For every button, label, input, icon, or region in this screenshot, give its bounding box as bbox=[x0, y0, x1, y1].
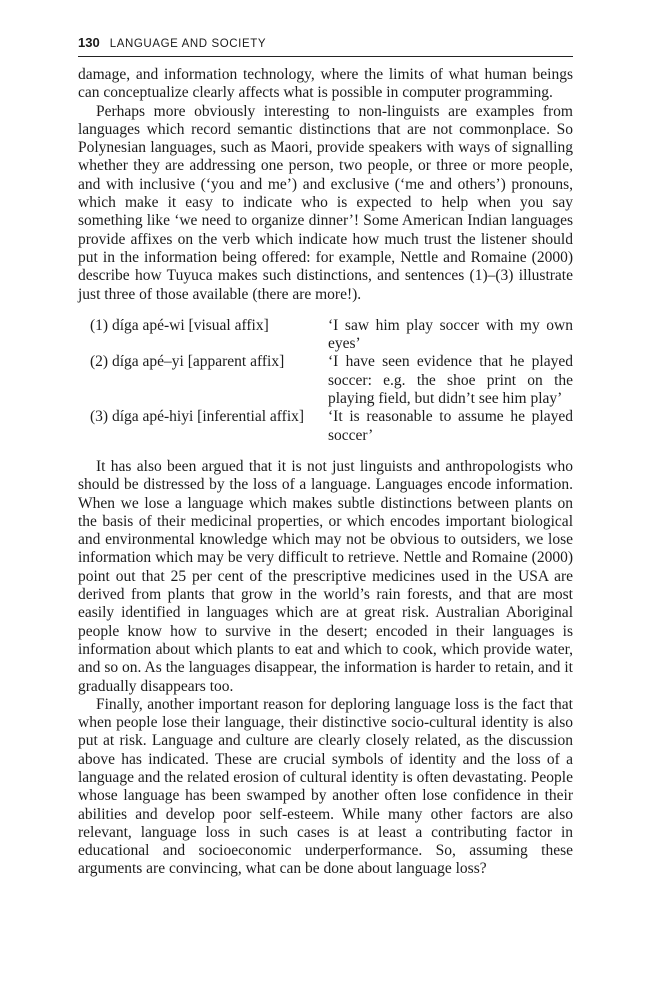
example-form: (1) díga apé-wi [visual affix] bbox=[90, 316, 269, 334]
paragraph-information-loss: It has also been argued that it is not just linguists and anthropologists who should be distressed by the loss of a language. Languages encode information. When we lose a language which makes subtle distinctions between plants on the basis of their medicinal properties, or which encodes important biological and environmental knowledge which may not be obvious to outsiders, we lose information which may be very difficult to retrieve. Nettle and Romaine (2000) point out that 25 per cent of the prescriptive medicines used in the USA are derived from plants that grow in the world’s rain forests, and that are most easily identified in languages which are at great risk. Australian Aboriginal people know how to survive in the desert; encoded in their languages is information about which plants to eat and which to cook, which provide water, and so on. As the languages disappear, the information is harder to retain, and it gradually disappears too. bbox=[78, 457, 573, 695]
example-form: (2) díga apé–yi [apparent affix] bbox=[90, 353, 285, 371]
running-head bbox=[78, 35, 573, 50]
example-gloss: ‘I have seen evidence that he played soccer: e.g. the shoe print on the playing field, but didn’t see him play’ bbox=[328, 353, 573, 408]
paragraph-continued: damage, and information technology, where the limits of what human beings can conceptualize clearly affects what is possible in computer programming. bbox=[78, 66, 573, 102]
running-title: LANGUAGE AND SOCIETY bbox=[109, 38, 267, 50]
example-gloss: ‘It is reasonable to assume he played soccer’ bbox=[328, 408, 573, 444]
example-item bbox=[90, 408, 573, 445]
body-text bbox=[78, 66, 573, 879]
example-list bbox=[90, 317, 573, 445]
header-rule bbox=[78, 56, 573, 57]
example-form: (3) díga apé-hiyi [inferential affix] bbox=[90, 408, 305, 426]
example-item bbox=[90, 353, 573, 408]
paragraph-polynesian: Perhaps more obviously interesting to non-linguists are examples from languages which record semantic distinctions that are not commonplace. So Polynesian languages, such as Maori, provide speakers with ways of signalling whether they are addressing one person, two people, or three or more people, and with inclusive (‘you and me’) and exclusive (‘me and others’) pronouns, which make it easy to indicate who is expected to help when you say something like ‘we need to organize dinner’! Some American Indian languages provide affixes on the verb which indicate how much trust the listener should put in the information being offered: for example, Nettle and Romaine (2000) describe how Tuyuca makes such distinctions, and sentences (1)–(3) illustrate just three of those available (there are more!). bbox=[78, 102, 573, 303]
page-number: 130 bbox=[78, 35, 100, 50]
example-item bbox=[90, 317, 573, 354]
paragraph-identity-loss: Finally, another important reason for deploring language loss is the fact that when people lose their language, their distinctive socio-cultural identity is also put at risk. Language and culture are clearly closely related, as the discussion above has indicated. These are crucial symbols of identity and the loss of a language and the related erosion of cultural identity is often devastating. People whose language has been swamped by another often lose confidence in their abilities and develop poor self-esteem. While many other factors are also relevant, language loss in such cases is at least a contributing factor in educational and socioeconomic underperformance. So, assuming these arguments are convincing, what can be done about language loss? bbox=[78, 695, 573, 878]
example-gloss: ‘I saw him play soccer with my own eyes’ bbox=[328, 316, 573, 353]
